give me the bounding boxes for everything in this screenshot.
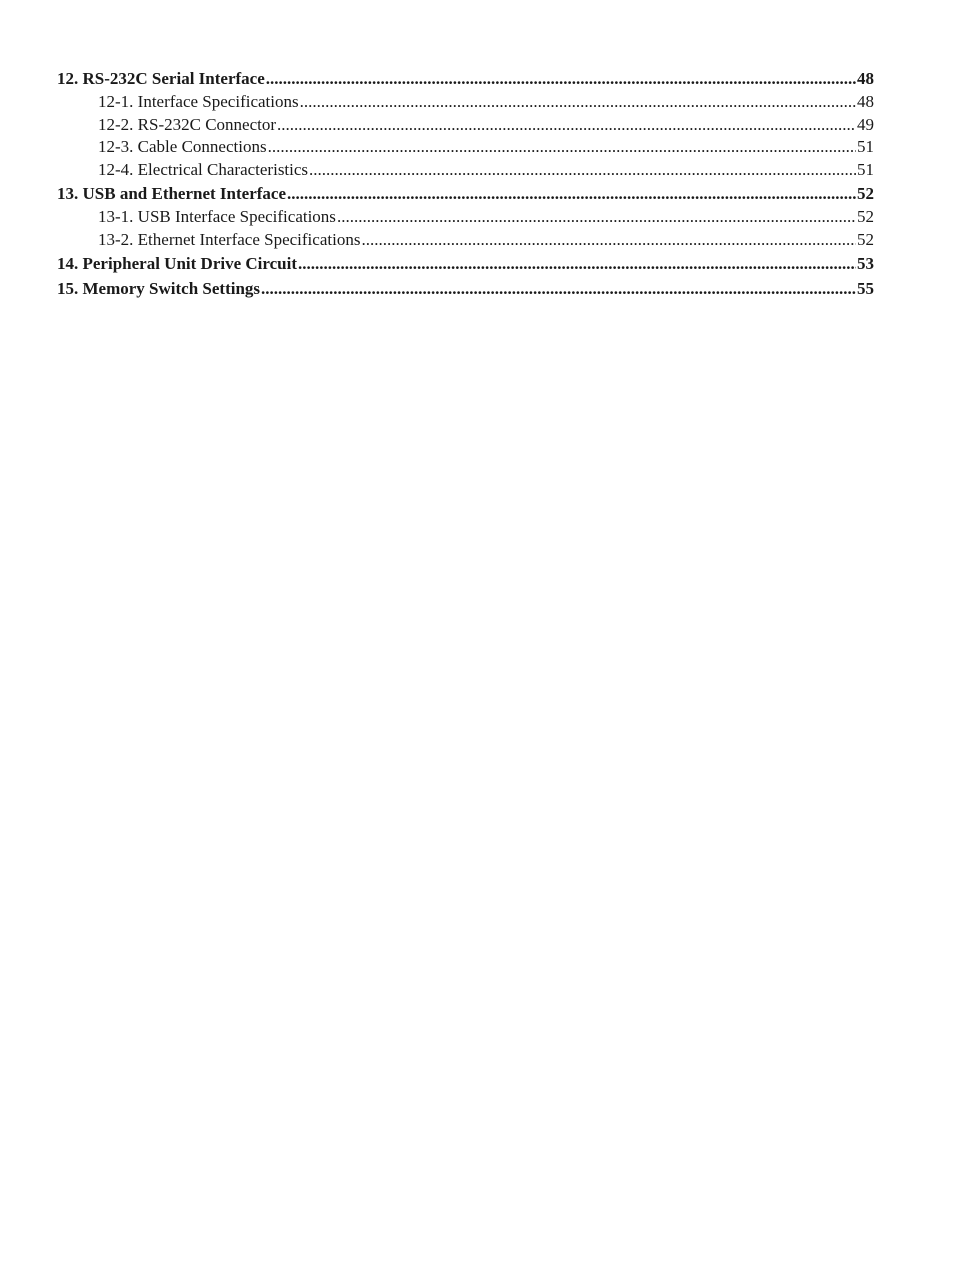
dot-leader xyxy=(361,229,856,252)
toc-entry-page: 55 xyxy=(857,279,874,298)
toc-entry-section-12-2[interactable] xyxy=(57,114,874,137)
dot-leader xyxy=(309,159,856,182)
toc-entry-title: 12. RS-232C Serial Interface xyxy=(57,69,265,88)
toc-entry-section-13-2[interactable] xyxy=(57,229,874,252)
toc-entry-page: 51 xyxy=(857,137,874,156)
dot-leader xyxy=(300,91,856,114)
toc-entry-page: 52 xyxy=(857,184,874,203)
toc-entry-page: 53 xyxy=(857,254,874,273)
toc-entry-chapter-14[interactable] xyxy=(57,251,874,276)
toc-entry-section-13-1[interactable] xyxy=(57,206,874,229)
toc-entry-section-12-4[interactable] xyxy=(57,159,874,182)
table-of-contents xyxy=(57,66,874,301)
toc-entry-title: 12-2. RS-232C Connector xyxy=(98,114,277,134)
dot-leader xyxy=(298,251,856,276)
dot-leader xyxy=(287,181,856,206)
toc-entry-title: 15. Memory Switch Settings xyxy=(57,279,261,298)
dot-leader xyxy=(277,114,856,137)
toc-entry-title: 13. USB and Ethernet Interface xyxy=(57,184,287,203)
toc-entry-chapter-12[interactable] xyxy=(57,66,874,91)
toc-entry-page: 48 xyxy=(857,69,874,88)
toc-entry-title: 12-1. Interface Specifications xyxy=(98,92,299,111)
toc-entry-title: 12-4. Electrical Characteristics xyxy=(98,159,309,179)
toc-entry-chapter-15[interactable] xyxy=(57,276,874,301)
toc-entry-chapter-13[interactable] xyxy=(57,181,874,206)
toc-entry-title: 12-3. Cable Connections xyxy=(98,137,267,156)
toc-entry-page: 49 xyxy=(857,114,874,134)
dot-leader xyxy=(268,136,856,159)
dot-leader xyxy=(337,206,856,229)
toc-entry-page: 52 xyxy=(857,229,874,249)
toc-entry-page: 51 xyxy=(857,159,874,179)
toc-entry-title: 13-2. Ethernet Interface Specifications xyxy=(98,229,361,249)
dot-leader xyxy=(266,66,856,91)
toc-entry-title: 13-1. USB Interface Specifications xyxy=(98,207,336,226)
toc-entry-page: 52 xyxy=(857,207,874,226)
dot-leader xyxy=(261,276,856,301)
toc-entry-title: 14. Peripheral Unit Drive Circuit xyxy=(57,254,298,273)
toc-entry-section-12-3[interactable] xyxy=(57,136,874,159)
toc-entry-page: 48 xyxy=(857,92,874,111)
toc-entry-section-12-1[interactable] xyxy=(57,91,874,114)
